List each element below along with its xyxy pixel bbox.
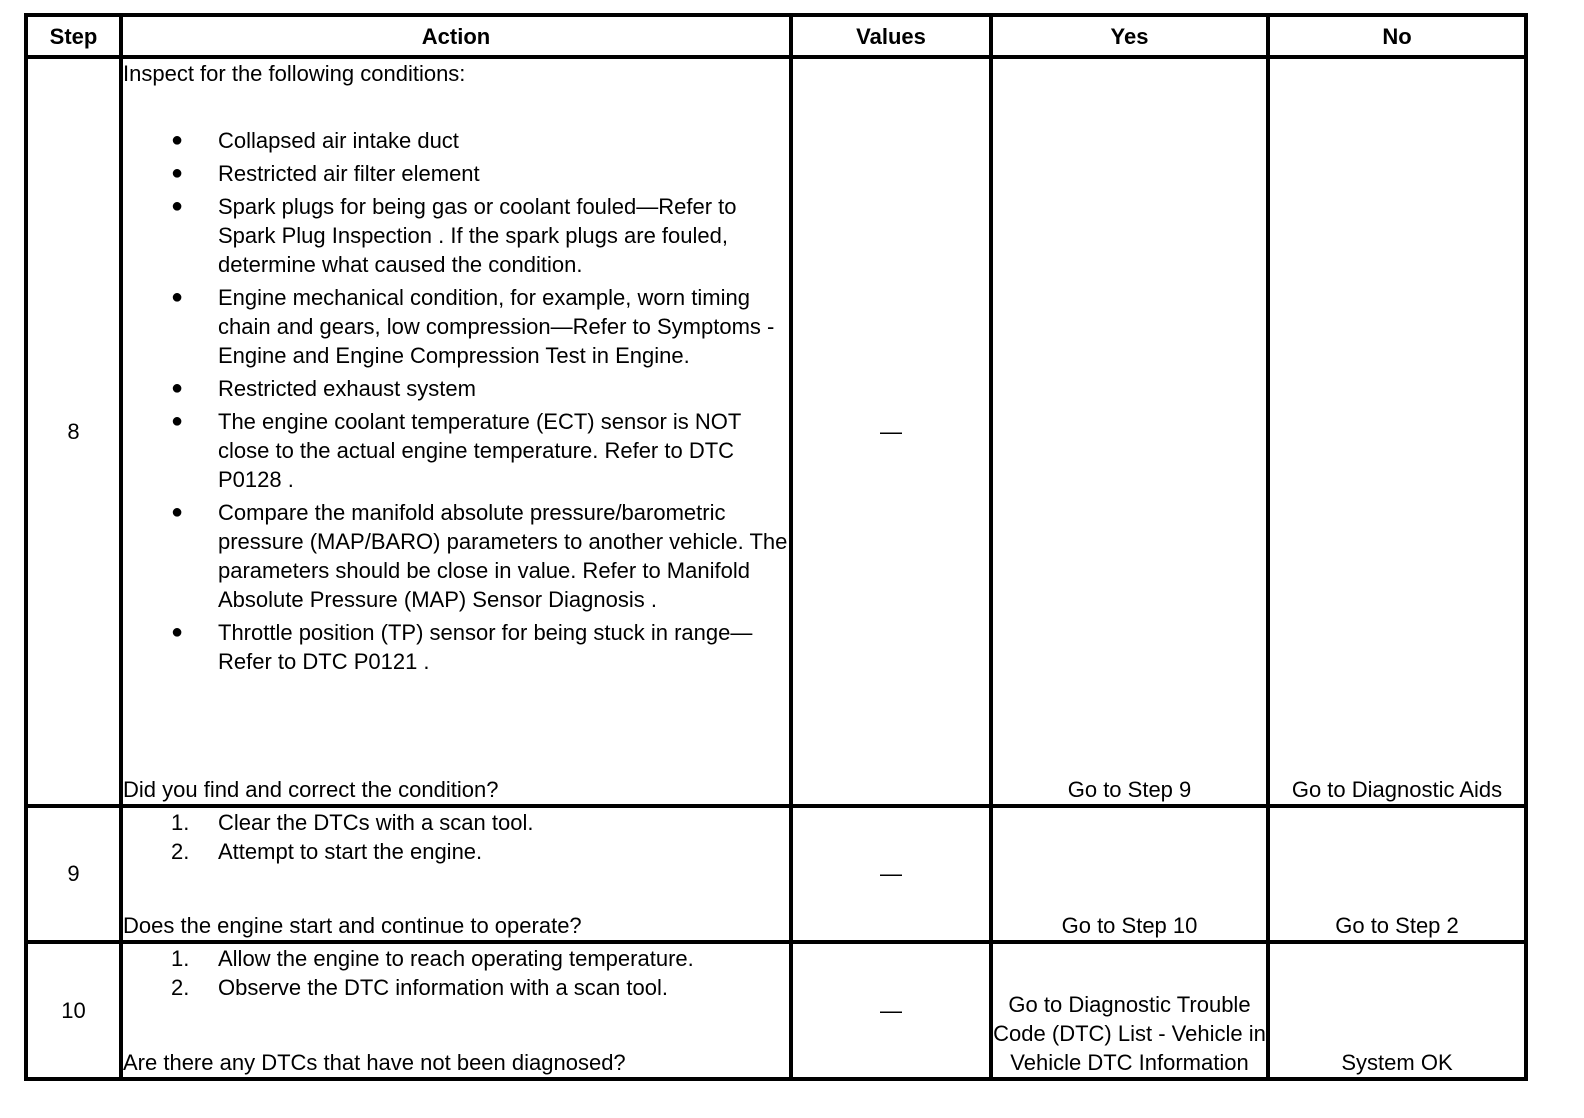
header-step: Step [26, 15, 121, 57]
procedure-list [123, 808, 789, 866]
values-cell: — [791, 57, 991, 806]
step-number: 9 [26, 806, 121, 942]
list-item: 2. Attempt to start the engine. [171, 838, 483, 864]
procedure-list [123, 944, 789, 1002]
no-cell: Go to Step 2 [1268, 806, 1526, 942]
action-cell [121, 806, 791, 942]
no-cell: Go to Diagnostic Aids [1268, 57, 1526, 806]
bullet-icon: ● [171, 195, 184, 217]
no-cell: System OK [1268, 942, 1526, 1079]
values-cell: — [791, 806, 991, 942]
condition-list [123, 126, 789, 676]
action-intro: Inspect for the following conditions: [123, 61, 466, 86]
header-action: Action [121, 15, 791, 57]
list-item: 1. Clear the DTCs with a scan tool. [171, 809, 534, 835]
bullet-icon: ● [171, 162, 184, 184]
list-item: ● Engine mechanical condition, for example, worn timing chain and gears, low compression—Refer to Symptoms - Engine and Engine Compression Test in Engine. [171, 285, 775, 368]
table-row-step-9 [26, 806, 1526, 942]
table-row-step-8 [26, 57, 1526, 806]
list-item: ● Spark plugs for being gas or coolant fouled—Refer to Spark Plug Inspection . If the spark plugs are fouled, determine what caused the condition. [171, 194, 737, 277]
header-no: No [1268, 15, 1526, 57]
list-item: 1. Allow the engine to reach operating temperature. [171, 945, 694, 971]
action-question: Does the engine start and continue to operate? [123, 912, 582, 938]
values-cell: — [791, 942, 991, 1079]
list-item: ● Compare the manifold absolute pressure/barometric pressure (MAP/BARO) parameters to another vehicle. The parameters should be close in value. Refer to Manifold Absolute Pressure (MAP) Sensor Diagnosis . [171, 500, 788, 612]
yes-cell: Go to Step 10 [991, 806, 1268, 942]
yes-cell: Go to Diagnostic Trouble Code (DTC) List - Vehicle in Vehicle DTC Information [991, 942, 1268, 1079]
yes-cell: Go to Step 9 [991, 57, 1268, 806]
bullet-icon: ● [171, 621, 184, 643]
bullet-icon: ● [171, 377, 184, 399]
bullet-icon: ● [171, 410, 184, 432]
table-row-step-10 [26, 942, 1526, 1079]
header-yes: Yes [991, 15, 1268, 57]
list-item: ● Restricted air filter element [171, 161, 480, 186]
step-number: 8 [26, 57, 121, 806]
bullet-icon: ● [171, 501, 184, 523]
action-question: Did you find and correct the condition? [123, 776, 499, 802]
header-values: Values [791, 15, 991, 57]
diagnostic-table [24, 13, 1528, 1081]
list-item: ● The engine coolant temperature (ECT) sensor is NOT close to the actual engine temperature. Refer to DTC P0128 . [171, 409, 741, 492]
header-row [26, 15, 1526, 57]
list-item: ● Throttle position (TP) sensor for being stuck in range—Refer to DTC P0121 . [171, 620, 753, 674]
list-item: ● Restricted exhaust system [171, 376, 476, 401]
action-cell [121, 942, 791, 1079]
list-item: 2. Observe the DTC information with a scan tool. [171, 974, 668, 1000]
step-number: 10 [26, 942, 121, 1079]
action-cell [121, 57, 791, 806]
action-question: Are there any DTCs that have not been diagnosed? [123, 1050, 626, 1075]
list-item: ● Collapsed air intake duct [171, 128, 459, 153]
bullet-icon: ● [171, 129, 184, 151]
bullet-icon: ● [171, 286, 184, 308]
